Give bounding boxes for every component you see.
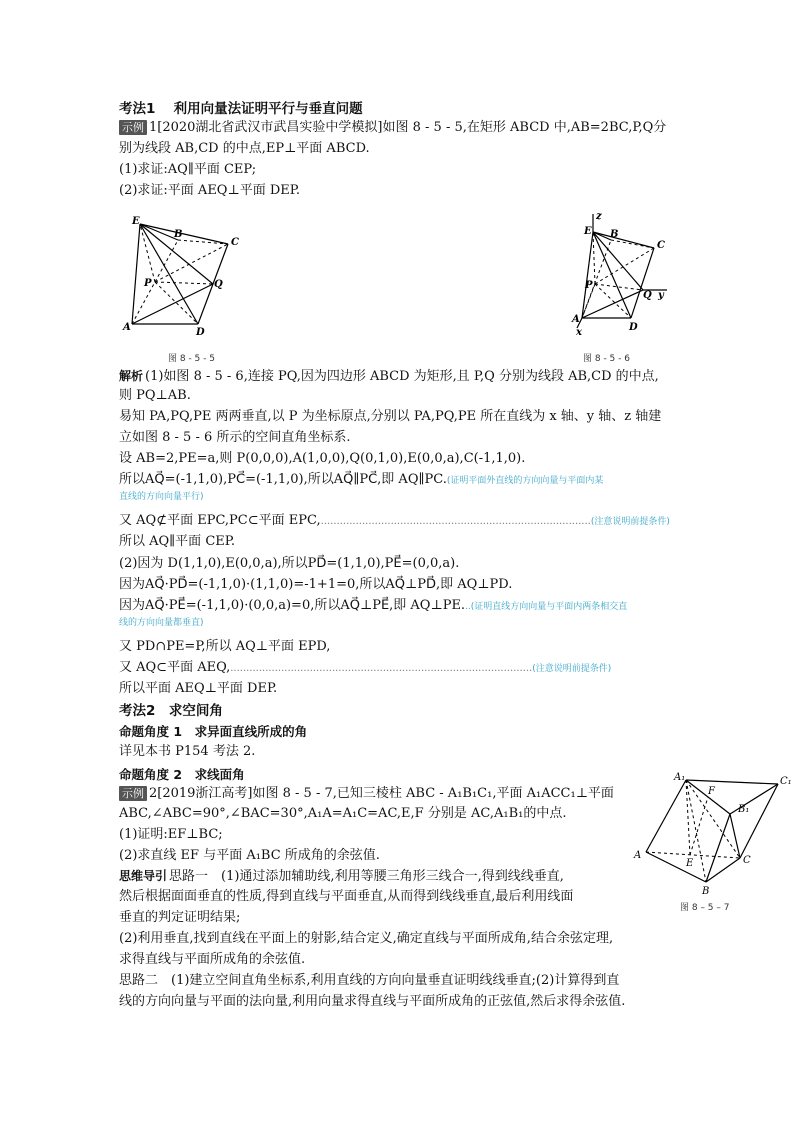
guide-tag: 思维导引 bbox=[119, 869, 168, 883]
margin-note: ..(证明直线方向向量与平面内两条相交直 bbox=[465, 602, 628, 612]
example-1-line-1 bbox=[119, 119, 666, 137]
margin-note: (证明平面外直线的方向向量与平面内某 bbox=[446, 476, 604, 486]
label-B: B bbox=[610, 229, 619, 240]
guide-line-3: 垂直的判定证明结果; bbox=[119, 910, 241, 925]
label-x: x bbox=[576, 327, 582, 338]
label-C: C bbox=[743, 855, 751, 866]
example-tag: 示例 bbox=[119, 786, 147, 801]
label-E: E bbox=[584, 226, 592, 237]
label-A1: A₁ bbox=[674, 772, 686, 783]
example-1-text: 1[2020湖北省武汉市武昌实验中学模拟]如图 8 - 5 - 5,在矩形 ABCD 中,AB=2BC,P,Q分 bbox=[149, 120, 667, 135]
guide-line-1: 思维导引 思路一 (1)通过添加辅助线,利用等腰三角形三线合一,得到线线垂直, bbox=[119, 869, 564, 884]
solution-tag: 解析 bbox=[119, 369, 144, 383]
label-B: B bbox=[702, 886, 710, 897]
label-F: F bbox=[708, 786, 715, 797]
label-C: C bbox=[231, 237, 239, 248]
solution-line-3: 易知 PA,PQ,PE 两两垂直,以 P 为坐标原点,分别以 PA,PQ,PE 所在直线为 x 轴、y 轴、z 轴建 bbox=[119, 409, 662, 424]
angle-2-heading: 命题角度 2 求线面角 bbox=[119, 767, 245, 782]
figure-caption: 图 8 - 5 - 5 bbox=[168, 354, 215, 364]
label-E: E bbox=[686, 858, 694, 869]
section-title: 考法1 利用向量法证明平行与垂直问题 bbox=[119, 101, 363, 117]
label-C1: C₁ bbox=[780, 776, 792, 787]
example-1-question-2: (2)求证:平面 AEQ⊥平面 DEP. bbox=[119, 183, 300, 198]
label-E: E bbox=[132, 216, 140, 227]
figure-8-5-6 bbox=[567, 210, 677, 340]
label-Q: Q bbox=[214, 279, 223, 290]
example-2-line-2: ABC,∠ABC=90°,∠BAC=30°,A₁A=A₁C=AC,E,F 分别是 AC,A₁B₁的中点. bbox=[119, 806, 567, 821]
label-A: A bbox=[123, 322, 131, 333]
label-Q: Q bbox=[643, 290, 652, 301]
example-1-question-1: (1)求证:AQ∥平面 CEP; bbox=[119, 162, 257, 177]
label-z: z bbox=[596, 211, 602, 222]
label-P: P bbox=[144, 278, 152, 289]
guide-line-4: (2)利用垂直,找到直线在平面上的射影,结合定义,确定直线与平面所成角,结合余弦定理, bbox=[119, 931, 614, 946]
solution-line-5: 设 AB=2,PE=a,则 P(0,0,0),A(1,0,0),Q(0,1,0),E(0,0,a),C(-1,1,0). bbox=[119, 451, 526, 466]
guide-line-6: 思路二 (1)建立空间直角坐标系,利用直线的方向向量垂直证明线线垂直;(2)计算得到直 bbox=[119, 973, 620, 988]
solution-line-4: 立如图 8 - 5 - 6 所示的空间直角坐标系. bbox=[119, 430, 351, 445]
label-B1: B₁ bbox=[738, 804, 750, 815]
label-D: D bbox=[196, 327, 205, 337]
guide-line-5: 求得直线与平面所成角的余弦值. bbox=[119, 952, 306, 967]
solution-line-2: 则 PQ⊥AB. bbox=[119, 388, 191, 403]
angle-1-text: 详见本书 P154 考法 2. bbox=[119, 744, 256, 759]
solution-line-1: 解析 (1)如图 8 - 5 - 6,连接 PQ,因为四边形 ABCD 为矩形,且 P,Q 分别为线段 AB,CD 的中点, bbox=[119, 369, 659, 384]
figure-8-5-5 bbox=[118, 212, 248, 337]
solution-line-6: 所以AQ⃗=(-1,1,0),PC⃗=(-1,1,0),所以AQ⃗∥PC⃗,即 AQ∥PC.(证明平面外直线的方向向量与平面内某 bbox=[119, 472, 604, 487]
label-B: B bbox=[174, 229, 183, 240]
label-y: y bbox=[658, 290, 664, 301]
example-2-line-1: 示例 2[2019浙江高考]如图 8 - 5 - 7,已知三棱柱 ABC - A₁B₁C₁,平面 A₁ACC₁⊥平面 bbox=[119, 785, 614, 803]
label-A: A bbox=[572, 314, 580, 325]
example-2-question-1: (1)证明:EF⊥BC; bbox=[119, 827, 223, 842]
solution-line-14: 所以平面 AEQ⊥平面 DEP. bbox=[119, 681, 278, 696]
solution-line-11: 因为AQ⃗·PE⃗=(-1,1,0)·(0,0,a)=0,所以AQ⃗⊥PE⃗,即 AQ⊥PE...(证明直线方向向量与平面内两条相交直 bbox=[119, 598, 628, 613]
solution-line-9: (2)因为 D(1,1,0),E(0,0,a),所以PD⃗=(1,1,0),PE⃗=(0,0,a). bbox=[119, 556, 460, 571]
section-title: 考法2 求空间角 bbox=[119, 703, 223, 719]
solution-line-12: 又 PD∩PE=P,所以 AQ⊥平面 EPD, bbox=[119, 639, 331, 654]
figure-8-5-7 bbox=[630, 770, 793, 915]
angle-1-heading: 命题角度 1 求异面直线所成的角 bbox=[119, 724, 308, 739]
solution-line-7: 又 AQ⊄平面 EPC,PC⊂平面 EPC,.....................................................................................(注意说明前提条件) bbox=[119, 513, 670, 528]
margin-note-cont: 线的方向向量都垂直) bbox=[119, 618, 204, 628]
label-C: C bbox=[657, 240, 665, 251]
guide-line-7: 线的方向向量与平面的法向量,利用向量求得直线与平面所成角的正弦值,然后求得余弦值. bbox=[119, 994, 626, 1009]
margin-note: (注意说明前提条件) bbox=[590, 517, 670, 527]
solution-line-13: 又 AQ⊂平面 AEQ,...............................................................................................(注意说明前提条件) bbox=[119, 660, 612, 675]
example-tag: 示例 bbox=[119, 120, 147, 135]
figure-caption: 图 8 - 5 - 6 bbox=[583, 354, 630, 364]
solution-line-8: 所以 AQ∥平面 CEP. bbox=[119, 534, 235, 549]
label-A: A bbox=[634, 850, 642, 861]
guide-line-2: 然后根据面面垂直的性质,得到直线与平面垂直,从而得到线线垂直,最后利用线面 bbox=[119, 889, 574, 904]
solution-line-10: 因为AQ⃗·PD⃗=(-1,1,0)·(1,1,0)=-1+1=0,所以AQ⃗⊥PD⃗,即 AQ⊥PD. bbox=[119, 577, 513, 592]
label-P: P bbox=[585, 280, 593, 291]
example-1-line-2: 别为线段 AB,CD 的中点,EP⊥平面 ABCD. bbox=[119, 141, 370, 156]
margin-note: (注意说明前提条件) bbox=[532, 664, 612, 674]
example-2-question-2: (2)求直线 EF 与平面 A₁BC 所成角的余弦值. bbox=[119, 848, 380, 863]
figure-caption: 图 8 – 5 – 7 bbox=[680, 903, 730, 913]
margin-note-cont: 直线的方向向量平行) bbox=[119, 492, 204, 502]
label-D: D bbox=[629, 322, 638, 333]
